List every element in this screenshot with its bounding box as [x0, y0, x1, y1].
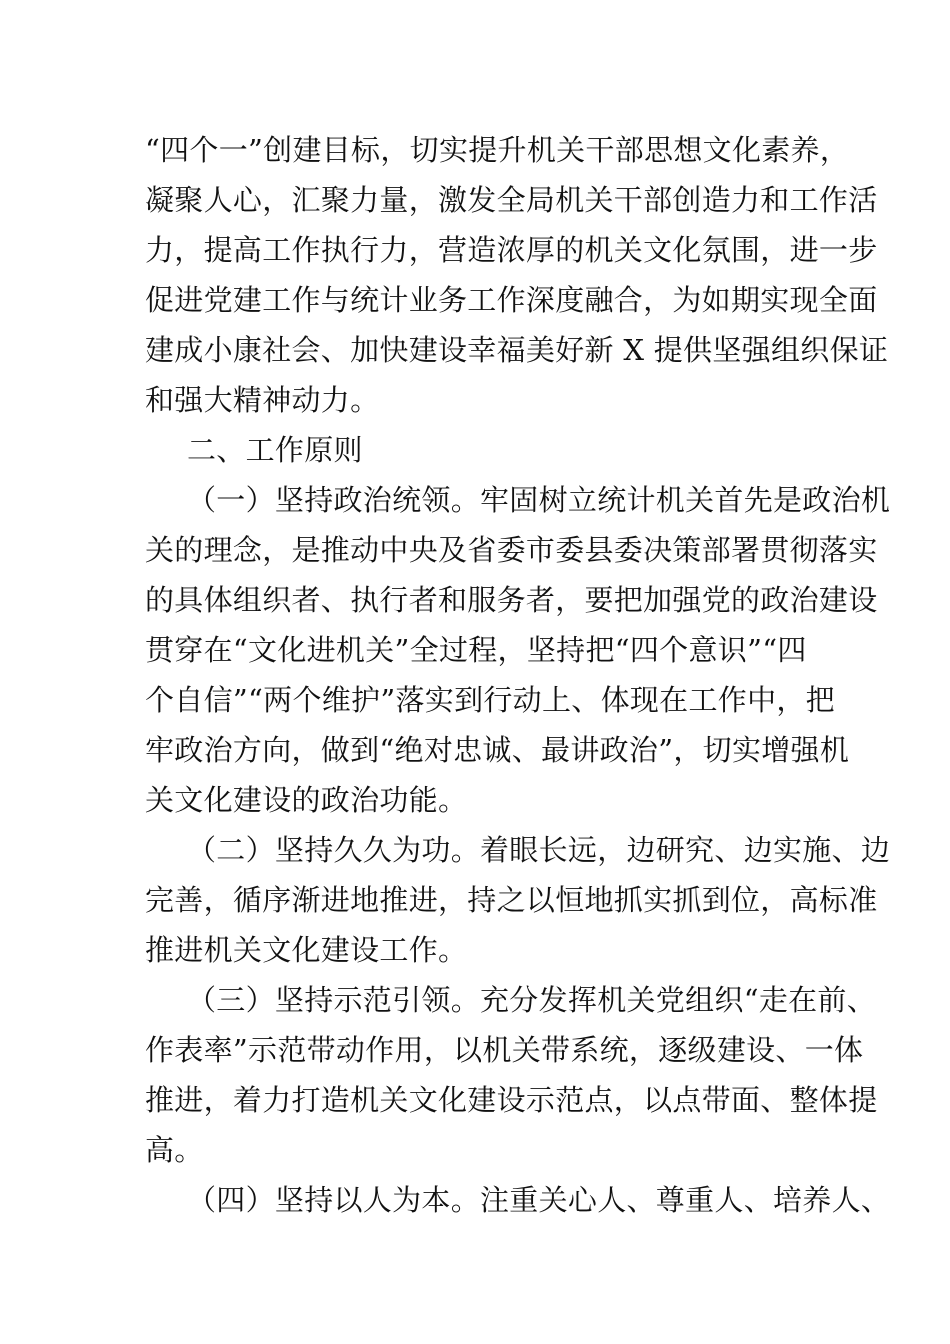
text-line: 作表率”示范带动作用，以机关带系统，逐级建设、一体	[145, 1033, 864, 1067]
text-line: （三）坚持示范引领。充分发挥机关党组织“走在前、	[187, 983, 877, 1017]
text-line: 推进机关文化建设工作。	[145, 933, 468, 967]
text-line: 个自信”“两个维护”落实到行动上、体现在工作中，把	[145, 683, 835, 717]
text-line: 关文化建设的政治功能。	[145, 783, 468, 817]
paragraph-demonstration	[145, 975, 878, 1175]
text-line: 凝聚人心，汇聚力量，激发全局机关干部创造力和工作活	[145, 183, 878, 217]
text-line: “四个一”创建目标，切实提升机关干部思想文化素养，	[145, 133, 850, 167]
text-line: 推进，着力打造机关文化建设示范点，以点带面、整体提	[145, 1083, 878, 1117]
text-line: 促进党建工作与统计业务工作深度融合，为如期实现全面	[145, 283, 878, 317]
text-line: 贯穿在“文化进机关”全过程，坚持把“四个意识”“四	[145, 633, 807, 667]
paragraph-persistence	[145, 825, 891, 975]
text-line: 和强大精神动力。	[145, 383, 380, 417]
text-line: 关的理念，是推动中央及省委市委县委决策部署贯彻落实	[145, 533, 878, 567]
paragraph-people-oriented	[145, 1175, 891, 1225]
section-heading-principles	[145, 425, 807, 475]
text-line: 牢政治方向，做到“绝对忠诚、最讲政治”，切实增强机	[145, 733, 850, 767]
document-page	[145, 125, 891, 1225]
paragraph-goal	[145, 125, 889, 425]
text-line: 的具体组织者、执行者和服务者，要把加强党的政治建设	[145, 583, 878, 617]
section-heading: 二、工作原则	[187, 433, 363, 467]
text-line: （二）坚持久久为功。着眼长远，边研究、边实施、边	[187, 833, 891, 867]
text-line: 力，提高工作执行力，营造浓厚的机关文化氛围，进一步	[145, 233, 878, 267]
text-line: 高。	[145, 1133, 204, 1167]
paragraph-political-leadership	[145, 475, 891, 825]
text-line: 完善，循序渐进地推进，持之以恒地抓实抓到位，高标准	[145, 883, 878, 917]
text-line: （四）坚持以人为本。注重关心人、尊重人、培养人、	[187, 1183, 891, 1217]
text-line: （一）坚持政治统领。牢固树立统计机关首先是政治机	[187, 483, 891, 517]
text-line: 建成小康社会、加快建设幸福美好新 X 提供坚强组织保证	[145, 333, 889, 367]
